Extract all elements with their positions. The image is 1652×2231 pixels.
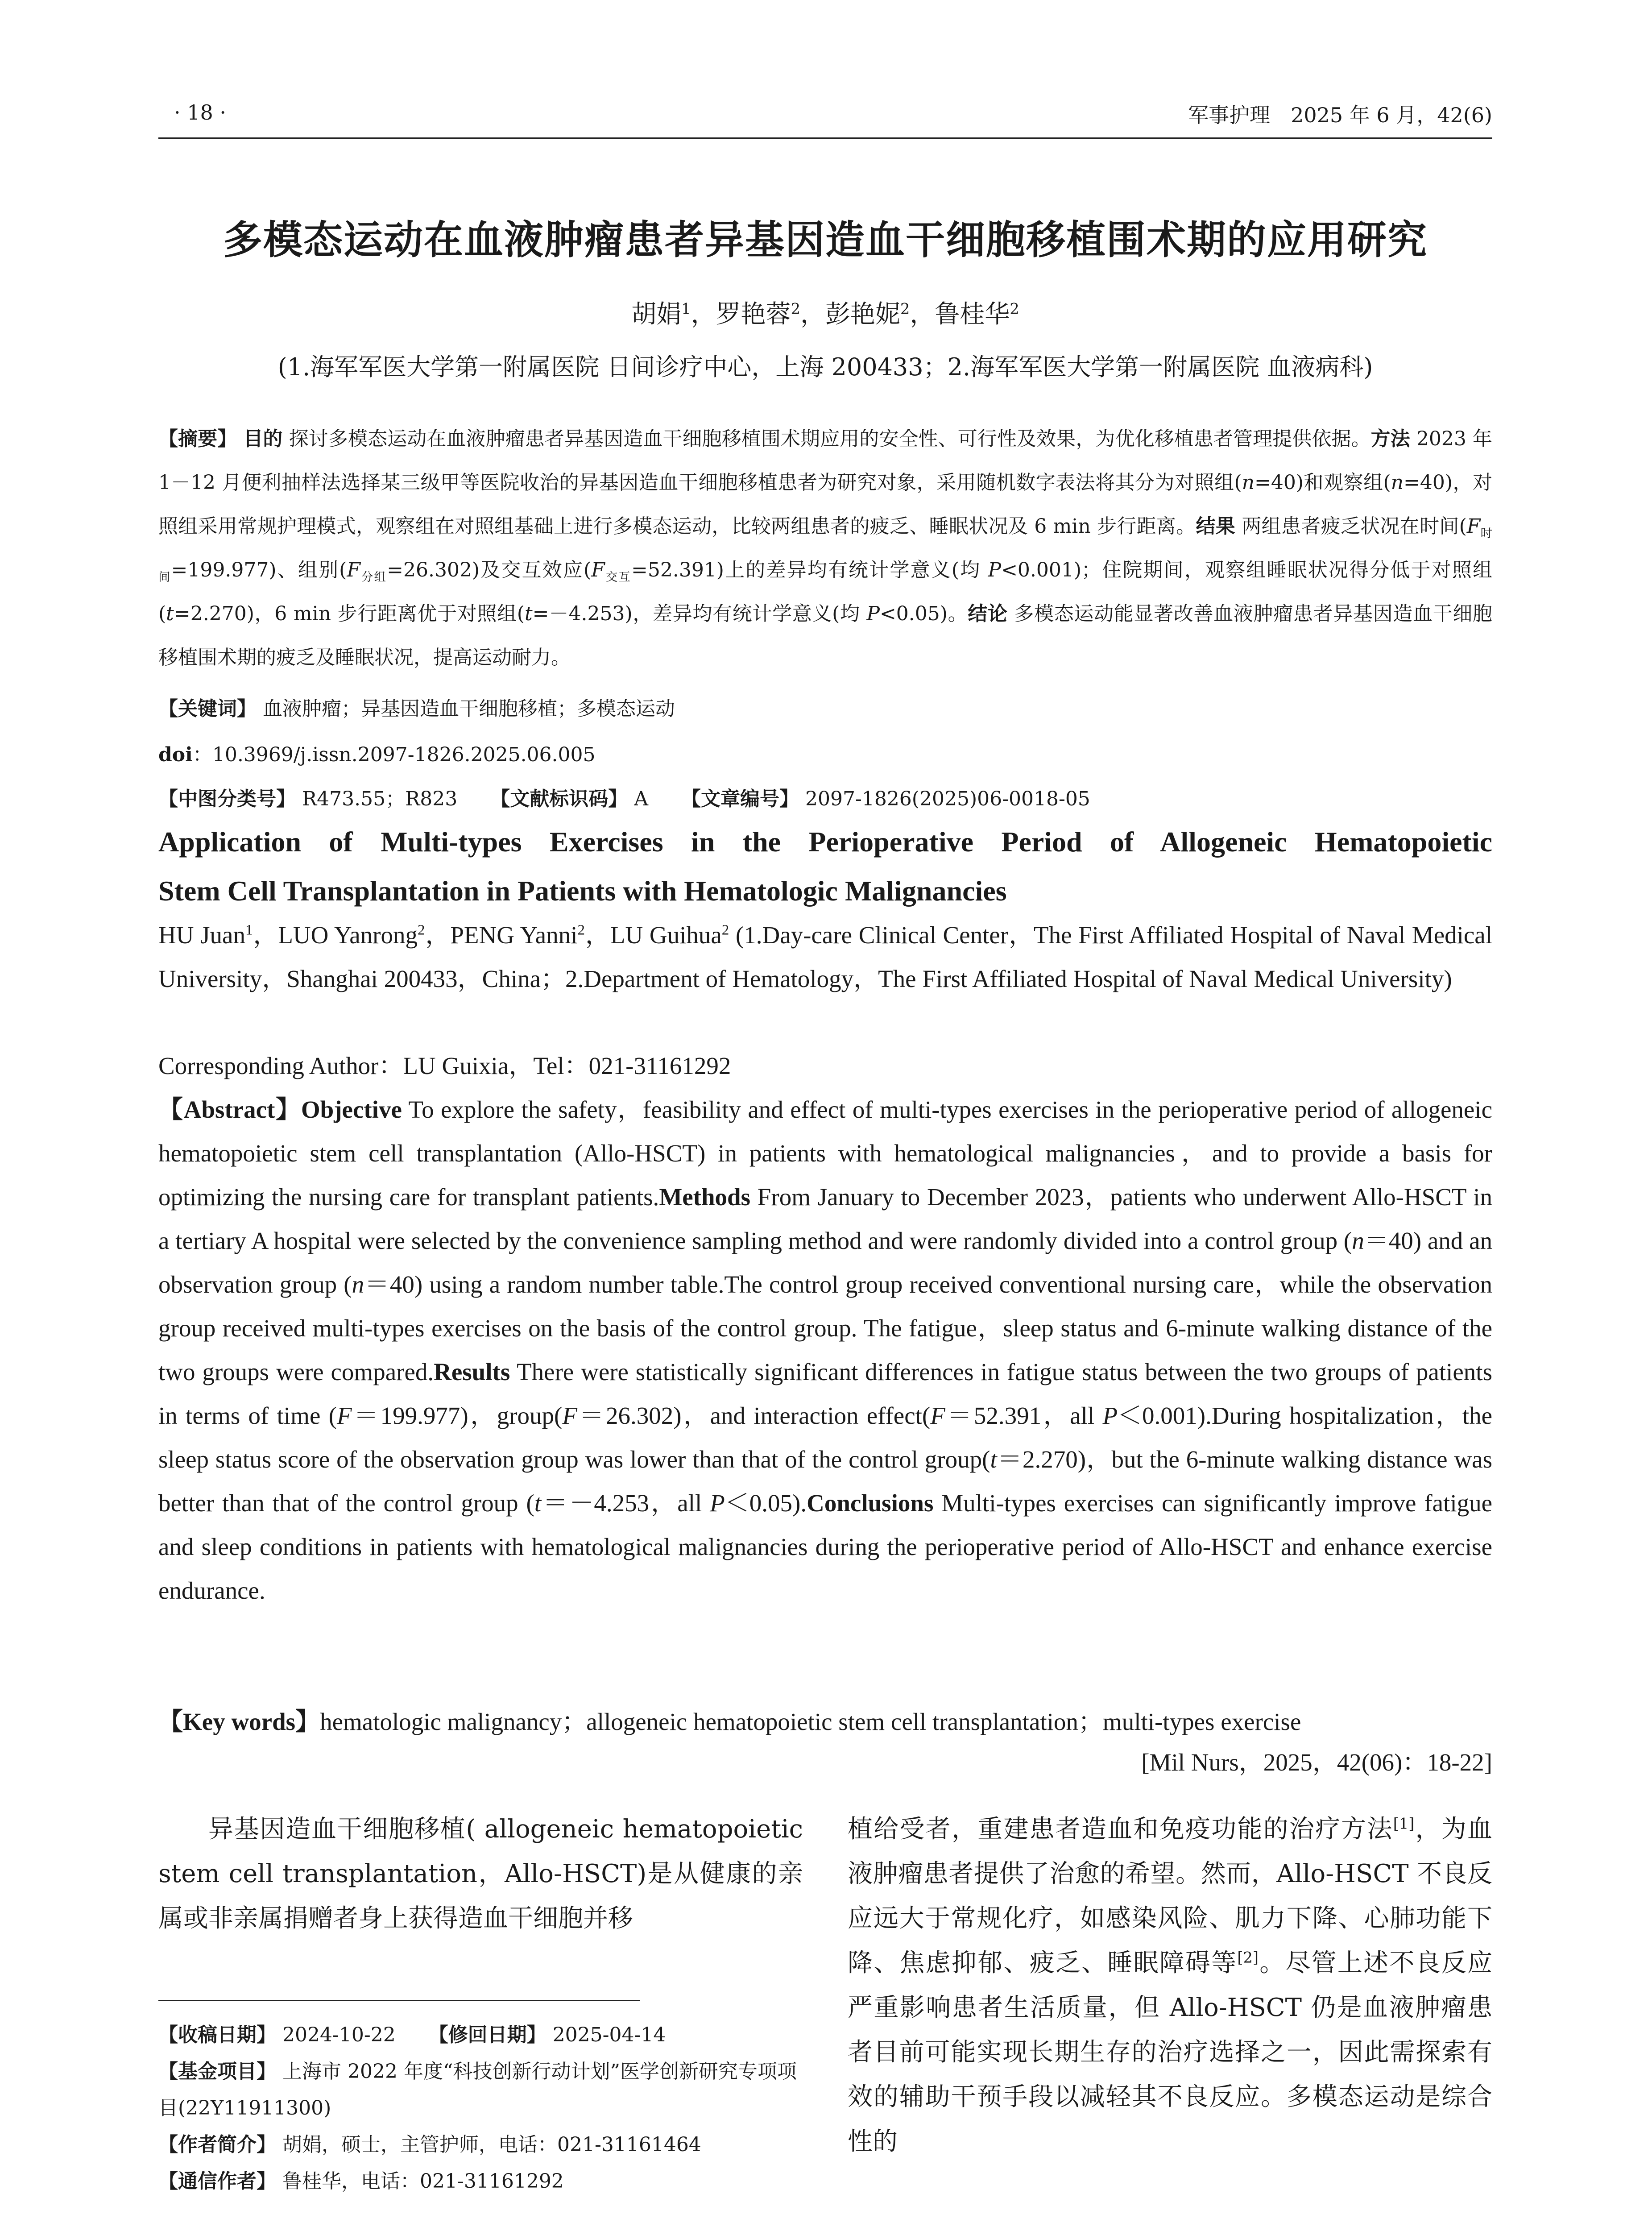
footnotes bbox=[158, 2017, 803, 2200]
english-abstract bbox=[158, 1088, 1492, 1613]
author-affil-mark: 1 bbox=[681, 300, 691, 318]
symbol-F: F bbox=[347, 559, 360, 581]
fund-label: 【基金项目】 bbox=[158, 2060, 276, 2083]
chinese-abstract bbox=[158, 417, 1492, 680]
chinese-keywords bbox=[158, 687, 1492, 731]
symbol-t: t bbox=[990, 1446, 997, 1473]
keywords-tag: 【Key words】 bbox=[158, 1708, 320, 1735]
english-title-line: Stem Cell Transplantation in Patients with Hematologic Malignancies bbox=[158, 875, 1007, 907]
received-label: 【收稿日期】 bbox=[158, 2024, 276, 2046]
subscript: 时间 bbox=[158, 526, 1492, 584]
results-text: There were statistically significant differences in fatigue status between the two groups of patients in terms of time ( bbox=[158, 1358, 1492, 1429]
revised-date: 2025-04-14 bbox=[552, 2024, 666, 2046]
results-text: ＝199.977)，group( bbox=[352, 1402, 563, 1429]
symbol-t: t bbox=[534, 1489, 542, 1517]
footnote-author bbox=[158, 2127, 803, 2163]
author-affil-mark: 2 bbox=[791, 300, 800, 318]
english-title bbox=[158, 817, 1492, 916]
journal-info: 军事护理 2025 年 6 月，42(6) bbox=[1188, 103, 1492, 127]
english-authors bbox=[158, 913, 1492, 1001]
article-number-value: 2097-1826(2025)06-0018-05 bbox=[805, 788, 1090, 810]
author-affil-mark: 1 bbox=[245, 922, 253, 938]
symbol-F: F bbox=[1466, 515, 1481, 538]
body-text: ，为血液肿瘤患者提供了治愈的希望。然而，Allo-HSCT 不良反应远大于常规化疗，如感染风险、肌力下降、心肺功能下降、焦虑抑郁、疲乏、睡眠障碍等 bbox=[848, 1815, 1493, 1978]
results-label: Results bbox=[434, 1358, 510, 1385]
results-text: ＝52.391，all bbox=[945, 1402, 1103, 1429]
body-text: 植给受者，重建患者造血和免疫功能的治疗方法 bbox=[848, 1815, 1393, 1844]
classification-line bbox=[158, 777, 1492, 821]
results-text: =199.977)、组别( bbox=[171, 559, 347, 581]
keywords-text: 血液肿瘤；异基因造血干细胞移植；多模态运动 bbox=[263, 697, 675, 720]
results-text: <0.05)。 bbox=[879, 602, 968, 625]
body-column-left: 异基因造血干细胞移植( allogeneic hematopoietic stem cell transplantation，Allo-HSCT)是从健康的亲属或非亲属捐赠者身上获得造血干细胞并移 bbox=[158, 1815, 803, 1933]
author-name: 鲁桂华 bbox=[935, 300, 1010, 329]
footnote-fund bbox=[158, 2053, 803, 2127]
symbol-F: F bbox=[930, 1402, 945, 1429]
header-rule bbox=[158, 137, 1492, 139]
conclusion-label: Conclusions bbox=[807, 1489, 934, 1517]
symbol-P: P bbox=[1102, 1402, 1118, 1429]
author-affil-mark: 2 bbox=[417, 922, 425, 938]
doc-code-label: 【文献标识码】 bbox=[490, 788, 628, 810]
conclusion-text: 多模态运动能显著改善血液肿瘤患者异基因造血干细胞移植围术期的疲乏及睡眠状况，提高运动耐力。 bbox=[158, 602, 1493, 669]
body-column-right bbox=[848, 1807, 1492, 2164]
footnote-dates bbox=[158, 2017, 803, 2053]
results-text: =－4.253)，差异均有统计学意义(均 bbox=[532, 602, 867, 625]
results-text: <0.001)；住院期间，观察组睡眠状况得分低于对照组( bbox=[158, 559, 1493, 625]
corresponding-label: 【通信作者】 bbox=[158, 2170, 276, 2193]
results-text: ＝－4.253，all bbox=[541, 1489, 710, 1517]
symbol-F: F bbox=[562, 1402, 577, 1429]
reference-mark: [2] bbox=[1237, 1949, 1259, 1966]
symbol-P: P bbox=[988, 559, 1002, 581]
corresponding-text: 鲁桂华，电话：021-31161292 bbox=[282, 2170, 564, 2193]
symbol-n: n bbox=[1242, 471, 1255, 494]
author-affil-mark: 2 bbox=[900, 300, 910, 318]
methods-text: ＝40) using a random number table.The control group received conventional nursing care，while the observation group received multi-types exercises on the basis of the control group. The fatigue，sleep status and 6-minute walking distance of the two groups were compared. bbox=[158, 1271, 1492, 1385]
methods-label: Methods bbox=[659, 1183, 751, 1211]
symbol-t: t bbox=[524, 602, 533, 625]
english-affiliations: (1.Day-care Clinical Center，The First Affiliated Hospital of Naval Medical University，Shanghai 200433，China；2.Department of Hematology，The First Affiliated Hospital of Naval Medical University) bbox=[158, 921, 1492, 992]
results-text: ＝26.302)，and interaction effect( bbox=[577, 1402, 931, 1429]
symbol-t: t bbox=[166, 602, 174, 625]
results-text: 两组患者疲乏状况在时间( bbox=[1242, 515, 1467, 538]
footnote-corresponding bbox=[158, 2163, 803, 2200]
article-number-label: 【文章编号】 bbox=[681, 788, 799, 810]
article-title: 多模态运动在血液肿瘤患者异基因造血干细胞移植围术期的应用研究 bbox=[223, 217, 1428, 263]
english-keywords bbox=[158, 1700, 1492, 1744]
abstract-tag: 【Abstract】 bbox=[158, 1096, 301, 1123]
affiliations: (1.海军军医大学第一附属医院 日间诊疗中心，上海 200433；2.海军军医大学第一附属医院 血液病科) bbox=[277, 353, 1373, 381]
english-title-line: Application of Multi-types Exercises in the Perioperative Period of Allogeneic Hematopoietic bbox=[158, 826, 1492, 858]
results-text: =2.270)，6 min 步行距离优于对照组( bbox=[174, 602, 525, 625]
objective-text: 探讨多模态运动在血液肿瘤患者异基因造血干细胞移植围术期应用的安全性、可行性及效果，为优化移植患者管理提供依据。 bbox=[289, 427, 1371, 450]
methods-text: 2023 年 1－12 月便利抽样法选择某三级甲等医院收治的异基因造血干细胞移植患者为研究对象，采用随机数字表法将其分为对照组( bbox=[158, 427, 1492, 494]
doi-label: doi bbox=[158, 743, 193, 766]
conclusion-label: 结论 bbox=[968, 602, 1008, 625]
symbol-n: n bbox=[1391, 471, 1404, 494]
objective-label: 目的 bbox=[243, 427, 283, 450]
fund-text: 上海市 2022 年度“科技创新行动计划”医学创新研究专项项目(22Y11911300) bbox=[158, 2060, 797, 2119]
abstract-tag: 【摘要】 bbox=[158, 427, 237, 450]
methods-text: ＝40) and an observation group ( bbox=[158, 1227, 1493, 1298]
subscript: 交互 bbox=[604, 570, 631, 584]
author-bio-text: 胡娟，硕士，主管护师，电话：021-31161464 bbox=[282, 2133, 701, 2156]
methods-text: From January to December 2023，patients who underwent Allo-HSCT in a tertiary A hospital were selected by the convenience sampling method and were randomly divided into a control group ( bbox=[158, 1183, 1492, 1254]
corresponding-author: Corresponding Author：LU Guixia，Tel：021-31161292 bbox=[158, 1052, 731, 1079]
conclusion-text: Multi-types exercises can significantly improve fatigue and sleep conditions in patients with hematological malignancies during the perioperative period of Allo-HSCT and enhance exercise endurance. bbox=[158, 1489, 1493, 1604]
symbol-n: n bbox=[1352, 1227, 1364, 1254]
methods-text: =40)，对照组采用常规护理模式，观察组在对照组基础上进行多模态运动，比较两组患者的疲乏、睡眠状况及 6 min 步行距离。 bbox=[158, 471, 1493, 538]
objective-text: To explore the safety，feasibility and effect of multi-types exercises in the perioperative period of allogeneic hematopoietic stem cell transplantation (Allo-HSCT) in patients with hematological malignancies，and to provide a basis for optimizing the nursing care for transplant patients. bbox=[158, 1096, 1492, 1211]
author-name: 胡娟 bbox=[631, 300, 682, 329]
reference-mark: [1] bbox=[1393, 1815, 1415, 1833]
keywords-tag: 【关键词】 bbox=[158, 697, 257, 720]
footnote-rule bbox=[158, 2000, 640, 2001]
author-name: ，PENG Yanni bbox=[425, 921, 578, 949]
methods-text: =40)和观察组( bbox=[1255, 471, 1391, 494]
body-text: 。尽管上述不良反应严重影响患者生活质量，但 Allo-HSCT 仍是血液肿瘤患者目前可能实现长期生存的治疗选择之一，因此需探索有效的辅助干预手段以减轻其不良反应。多模态运动是综合性的 bbox=[848, 1949, 1493, 2156]
received-date: 2024-10-22 bbox=[282, 2024, 396, 2046]
keywords-text: hematologic malignancy；allogeneic hematopoietic stem cell transplantation；multi-types exercise bbox=[320, 1708, 1301, 1735]
doc-code-value: A bbox=[634, 788, 648, 810]
symbol-P: P bbox=[710, 1489, 725, 1517]
revised-label: 【修回日期】 bbox=[428, 2024, 547, 2046]
doi-value: ：10.3969/j.issn.2097-1826.2025.06.005 bbox=[192, 743, 596, 766]
author-name: ，LU Guihua bbox=[585, 921, 722, 949]
results-text: ＝2.270)，but the 6-minute walking distance was better than that of the control group ( bbox=[158, 1446, 1492, 1517]
symbol-F: F bbox=[336, 1402, 352, 1429]
results-text: =52.391)上的差异均有统计学意义(均 bbox=[631, 559, 988, 581]
symbol-F: F bbox=[591, 559, 605, 581]
results-label: 结果 bbox=[1196, 515, 1236, 538]
author-affil-mark: 2 bbox=[1010, 300, 1019, 318]
author-name: 彭艳妮 bbox=[825, 300, 900, 329]
symbol-n: n bbox=[352, 1271, 364, 1298]
author-name: ，LUO Yanrong bbox=[253, 921, 418, 949]
results-text: ＜0.001).During hospitalization，the sleep status score of the observation group was lower than that of the control group( bbox=[158, 1402, 1493, 1473]
objective-label: Objective bbox=[301, 1096, 402, 1123]
results-text: =26.302)及交互效应( bbox=[387, 559, 592, 581]
results-text: ＜0.05). bbox=[725, 1489, 807, 1517]
clc-value: R473.55；R823 bbox=[302, 788, 458, 810]
author-affil-mark: 2 bbox=[721, 922, 729, 938]
clc-label: 【中图分类号】 bbox=[158, 788, 296, 810]
methods-label: 方法 bbox=[1370, 427, 1410, 450]
doi-line bbox=[158, 733, 1492, 777]
author-affil-mark: 2 bbox=[577, 922, 585, 938]
author-name: 罗艳蓉 bbox=[716, 300, 791, 329]
subscript: 分组 bbox=[360, 570, 387, 584]
symbol-P: P bbox=[866, 602, 880, 625]
author-name: HU Juan bbox=[158, 921, 245, 949]
author-list: 胡娟$^1$，罗艳蓉$^2$，彭艳妮$^2$，鲁桂华$^2$ bbox=[631, 300, 1019, 329]
author-bio-label: 【作者简介】 bbox=[158, 2133, 276, 2156]
page-number: · 18 · bbox=[174, 100, 227, 124]
citation: [Mil Nurs，2025，42(06)：18-22] bbox=[1141, 1749, 1492, 1776]
